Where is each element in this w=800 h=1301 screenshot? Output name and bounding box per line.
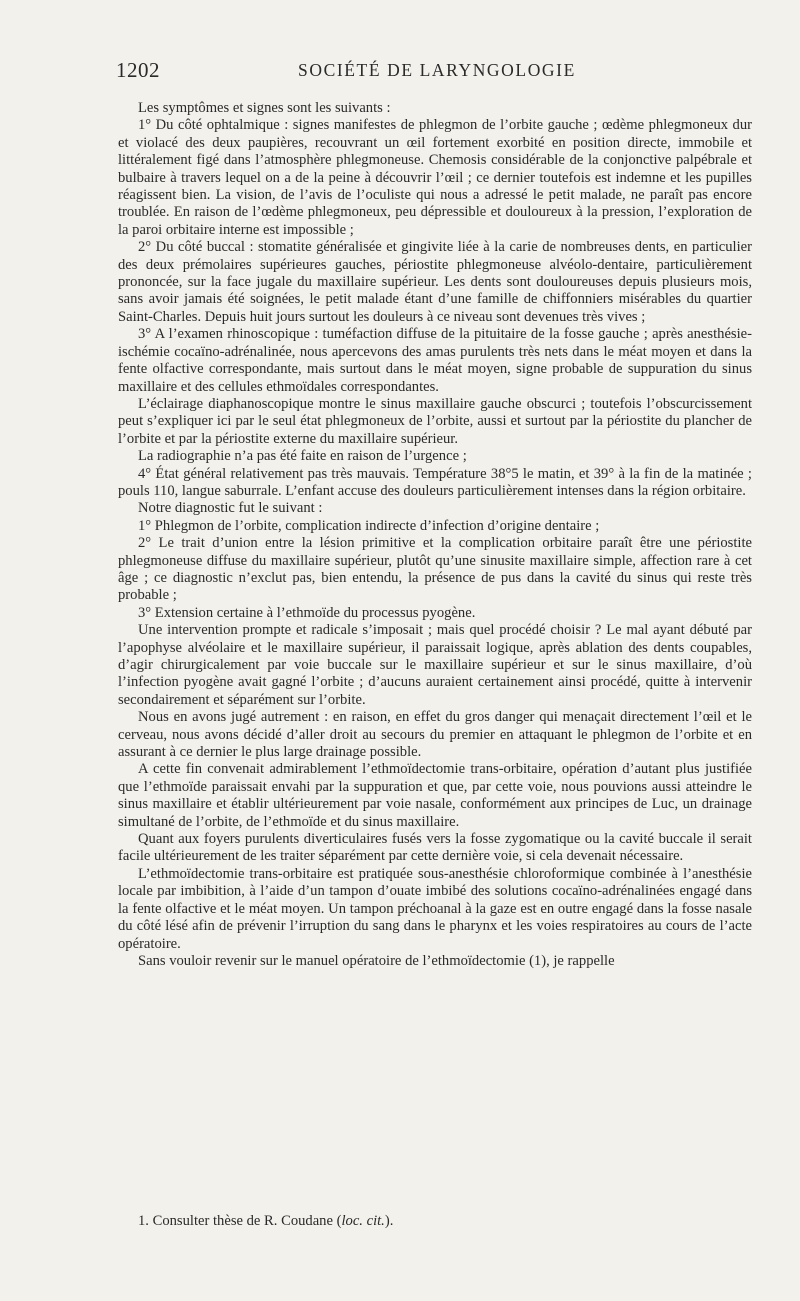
- paragraph: 1° Phlegmon de l’orbite, complication indirecte d’infection d’origine dentaire ;: [138, 517, 600, 534]
- footnote: [138, 1212, 748, 1230]
- page-header: [116, 58, 756, 86]
- footnote-closing: ).: [384, 1213, 394, 1229]
- running-title: SOCIÉTÉ DE LARYNGOLOGIE: [298, 60, 576, 80]
- paragraph: A cette fin convenait admirablement l’ethmoïdectomie trans-orbitaire, opération d’autant plus justifiée que l’ethmoïde paraissait envahi par la suppuration et que, par cette voie, nous pouvions aussi atteindre le sinus maxillaire et établir ultérieurement par voie nasale, conformément aux principes de Luc, un drainage simultané de l’orbite, de l’ethmoïde et du sinus maxillaire.: [118, 761, 752, 830]
- paragraph: 2° Le trait d’union entre la lésion primitive et la complication orbitaire paraît être une périostite phlegmoneuse diffuse du maxillaire supérieur, plutôt qu’une sinusite maxillaire simple, affection rare à cet âge ; ce diagnostic n’exclut pas, bien entendu, la présence de pus dans la cavité du sinus qui reste très probable ;: [118, 535, 752, 604]
- paragraph: Quant aux foyers purulents diverticulaires fusés vers la fosse zygomatique ou la cavité buccale il serait facile ultérieurement de les traiter séparément par cette dernière voie, si cela devenait nécessaire.: [118, 831, 752, 865]
- paragraph: L’ethmoïdectomie trans-orbitaire est pratiquée sous-anesthésie chloroformique combinée à l’anesthésie locale par imbibition, à l’aide d’un tampon d’ouate imbibé des solutions cocaïno-adrénalinées engagé dans la fente olfactive et le méat moyen. Un tampon préchoanal à la gaze est en outre engagé dans la fosse nasale du côté lésé afin de prévenir l’irruption du sang dans le pharynx et les voies respiratoires au cours de l’acte opératoire.: [118, 865, 752, 952]
- paragraph: 1° Du côté ophtalmique : signes manifestes de phlegmon de l’orbite gauche ; œdème phlegmoneux dur et violacé des deux paupières, recouvrant un œil fortement exorbité en position directe, immobile et littéralement figé dans l’atmosphère phlegmoneuse. Chemosis considérable de la conjonctive palpébrale et bulbaire à travers lequel on a de la peine à découvrir l’œil ; ce dernier toutefois est indemne et les pupilles réagissent bien. La vision, de l’avis de l’oculiste qui nous a adressé le petit malade, ne paraît pas encore troublée. En raison de l’œdème phlegmoneux, peu dépressible et douloureux à la pression, l’exploration de la paroi orbitaire interne est impossible ;: [118, 117, 752, 238]
- paragraph: 2° Du côté buccal : stomatite généralisée et gingivite liée à la carie de nombreuses dents, en particulier des deux prémolaires supérieures gauches, périostite phlegmoneuse alvéolo-dentaire, particulièrement prononcée, sur la face jugale du maxillaire supérieur. Les dents sont douloureuses depuis plusieurs mois, sans avoir jamais été soignées, le petit malade étant d’une famille de chiffonniers misérables du quartier Saint-Charles. Depuis huit jours surtout les douleurs à ce niveau sont devenues très vives ;: [118, 239, 752, 325]
- paragraph: Une intervention prompte et radicale s’imposait ; mais quel procédé choisir ? Le mal ayant débuté par l’apophyse alvéolaire et le maxillaire supérieur, il paraissait logique, après ablation des dents coupables, d’agir chirurgicalement par voie buccale sur le maxillaire supérieur et sur le sinus maxillaire, d’où l’infection pyogène avait gagné l’orbite ; d’aucuns auraient certainement ainsi procédé, quitte à intervenir secondairement et séparément sur l’orbite.: [118, 622, 752, 708]
- body-text: [118, 100, 752, 970]
- footnote-text: 1. Consulter thèse de R. Coudane (: [138, 1213, 342, 1229]
- page-number: 1202: [116, 58, 160, 82]
- footnote-citation: loc. cit.: [341, 1213, 385, 1229]
- paragraph: La radiographie n’a pas été faite en raison de l’urgence ;: [138, 448, 467, 465]
- paragraph: Nous en avons jugé autrement : en raison, en effet du gros danger qui menaçait directement l’œil et le cerveau, nous avons décidé d’aller droit au secours du premier en attaquant le phlegmon de l’orbite et en assurant à ce dernier le plus large drainage possible.: [118, 709, 752, 761]
- paragraph: L’éclairage diaphanoscopique montre le sinus maxillaire gauche obscurci ; toutefois l’obscurcissement peut s’expliquer ici par le seul état phlegmoneux de l’orbite, aussi et surtout par la périostite du plancher de l’orbite et par la périostite externe du maxillaire supérieur.: [118, 395, 752, 447]
- paragraph: 3° Extension certaine à l’ethmoïde du processus pyogène.: [138, 604, 476, 621]
- paragraph: 4° État général relativement pas très mauvais. Température 38°5 le matin, et 39° à la fin de la matinée ; pouls 110, langue saburrale. L’enfant accuse des douleurs particulièrement intenses dans la région orbitaire.: [118, 465, 752, 499]
- paragraph: Les symptômes et signes sont les suivants :: [138, 100, 391, 116]
- paragraph: Sans vouloir revenir sur le manuel opératoire de l’ethmoïdectomie (1), je rappelle: [138, 952, 615, 969]
- paragraph: 3° A l’examen rhinoscopique : tuméfaction diffuse de la pituitaire de la fosse gauche ; après anesthésie-ischémie cocaïno-adrénalinée, nous apercevons des amas purulents très nets dans le méat moyen et dans la fente olfactive correspondante, mais surtout dans le méat moyen, signe probable de suppuration du sinus maxillaire et des cellules ethmoïdales correspondantes.: [118, 326, 752, 395]
- paragraph: Notre diagnostic fut le suivant :: [138, 500, 323, 517]
